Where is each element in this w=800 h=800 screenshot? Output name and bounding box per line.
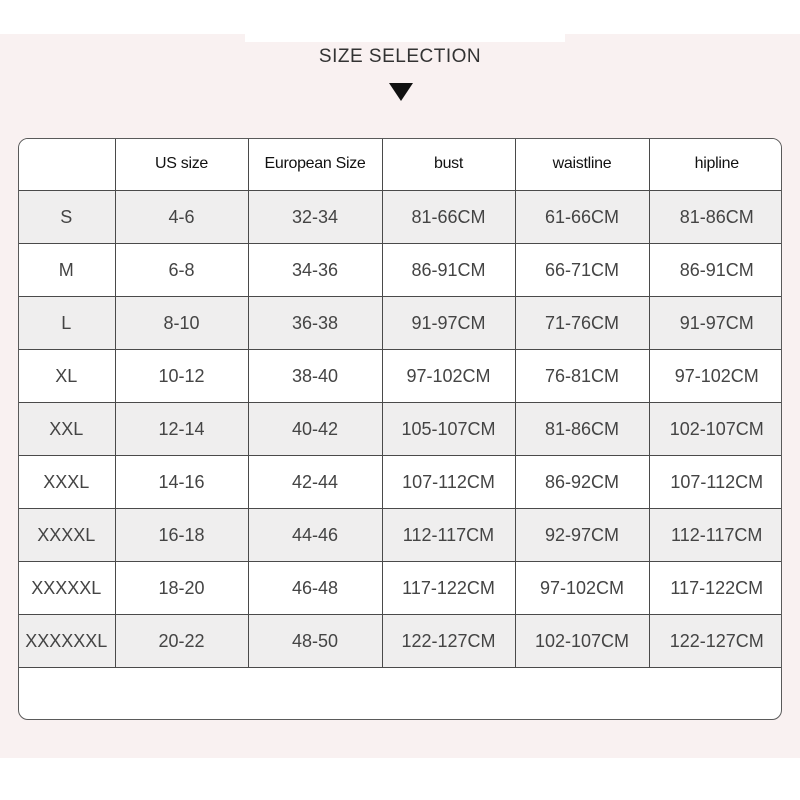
triangle-down-icon [389,83,413,101]
cell-bust: 122-127CM [382,615,515,668]
cell-hipline: 102-107CM [649,403,782,456]
table-row [18,350,782,403]
cell-bust: 86-91CM [382,244,515,297]
cell-us-size: 6-8 [115,244,248,297]
cell-hipline: 117-122CM [649,562,782,615]
cell-european-size: 44-46 [248,509,382,562]
cell-size: XXXXL [18,509,115,562]
cell-waistline: 61-66CM [515,191,649,244]
cell-european-size: 42-44 [248,456,382,509]
cell-us-size: 16-18 [115,509,248,562]
cell-size: M [18,244,115,297]
header-bust: bust [382,138,515,191]
cell-size: XXXXXXL [18,615,115,668]
table-row [18,615,782,668]
cell-bust: 117-122CM [382,562,515,615]
cell-hipline: 112-117CM [649,509,782,562]
header-size-label [18,138,115,191]
cell-size: XXXL [18,456,115,509]
cell-waistline: 92-97CM [515,509,649,562]
header-european-size: European Size [248,138,382,191]
cell-bust: 107-112CM [382,456,515,509]
table-header-row [18,138,782,191]
cell-waistline: 97-102CM [515,562,649,615]
cell-size: S [18,191,115,244]
cell-size: XXL [18,403,115,456]
header-hipline: hipline [649,138,782,191]
cell-hipline: 86-91CM [649,244,782,297]
cell-european-size: 34-36 [248,244,382,297]
cell-hipline: 122-127CM [649,615,782,668]
cell-waistline: 86-92CM [515,456,649,509]
cell-us-size: 10-12 [115,350,248,403]
table-row [18,244,782,297]
cell-bust: 91-97CM [382,297,515,350]
cell-waistline: 102-107CM [515,615,649,668]
cell-us-size: 20-22 [115,615,248,668]
cell-european-size: 32-34 [248,191,382,244]
cell-european-size: 46-48 [248,562,382,615]
cell-bust: 81-66CM [382,191,515,244]
table-row [18,191,782,244]
cell-us-size: 4-6 [115,191,248,244]
cell-size: XXXXXL [18,562,115,615]
header-strip [245,34,565,42]
table-row [18,509,782,562]
cell-us-size: 14-16 [115,456,248,509]
cell-bust: 112-117CM [382,509,515,562]
page-title: SIZE SELECTION [318,46,482,67]
cell-waistline: 66-71CM [515,244,649,297]
size-chart-table [18,138,782,668]
header-us-size: US size [115,138,248,191]
cell-size: XL [18,350,115,403]
cell-hipline: 81-86CM [649,191,782,244]
table-row [18,297,782,350]
cell-european-size: 40-42 [248,403,382,456]
cell-hipline: 107-112CM [649,456,782,509]
size-chart-card [18,138,782,720]
cell-hipline: 91-97CM [649,297,782,350]
cell-european-size: 38-40 [248,350,382,403]
table-row [18,403,782,456]
cell-european-size: 48-50 [248,615,382,668]
cell-bust: 105-107CM [382,403,515,456]
cell-waistline: 71-76CM [515,297,649,350]
cell-us-size: 12-14 [115,403,248,456]
cell-bust: 97-102CM [382,350,515,403]
cell-waistline: 81-86CM [515,403,649,456]
cell-us-size: 18-20 [115,562,248,615]
cell-us-size: 8-10 [115,297,248,350]
header-waistline: waistline [515,138,649,191]
cell-size: L [18,297,115,350]
cell-european-size: 36-38 [248,297,382,350]
cell-hipline: 97-102CM [649,350,782,403]
cell-waistline: 76-81CM [515,350,649,403]
table-row [18,456,782,509]
table-row [18,562,782,615]
